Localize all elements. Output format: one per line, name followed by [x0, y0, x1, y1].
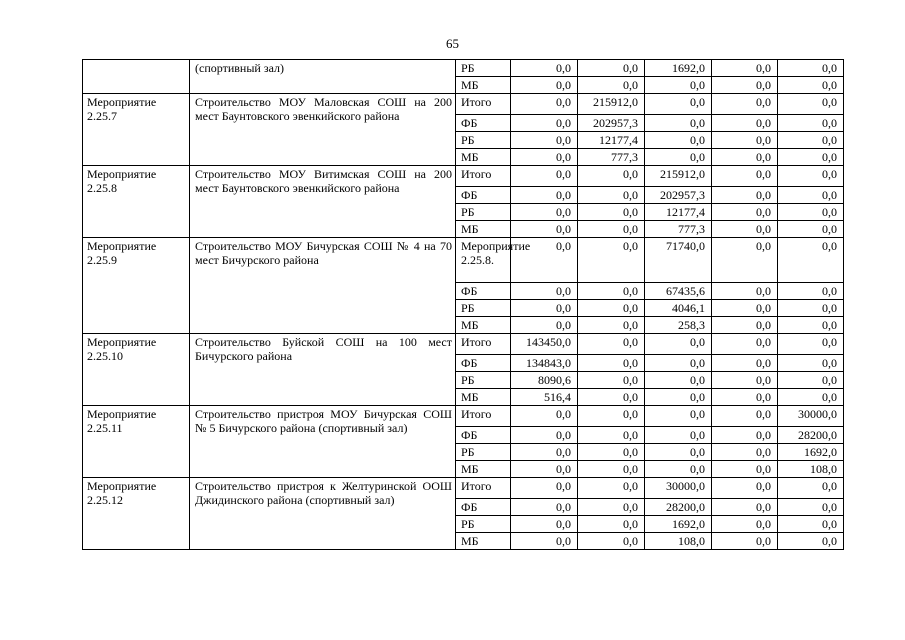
amount-cell: 777,3 — [578, 149, 645, 166]
amount-cell: 0,0 — [645, 389, 712, 406]
amount-cell: 30000,0 — [645, 478, 712, 499]
amount-cell: 516,4 — [511, 389, 578, 406]
amount-cell: 0,0 — [578, 317, 645, 334]
amount-cell: 0,0 — [645, 77, 712, 94]
funding-source-cell: РБ — [456, 204, 511, 221]
event-cell: Мероприятие 2.25.8 — [83, 166, 190, 238]
amount-cell: 1692,0 — [778, 444, 844, 461]
amount-cell: 71740,0 — [645, 238, 712, 283]
table-row — [83, 406, 844, 427]
event-name-cell: Строительство Буйской СОШ на 100 мест Бичурского района — [190, 334, 456, 406]
amount-cell: 0,0 — [778, 166, 844, 187]
funding-source-cell: Итого — [456, 166, 511, 187]
amount-cell: 0,0 — [645, 149, 712, 166]
amount-cell: 0,0 — [578, 478, 645, 499]
amount-cell: 0,0 — [578, 204, 645, 221]
amount-cell: 0,0 — [511, 478, 578, 499]
amount-cell: 0,0 — [778, 372, 844, 389]
amount-cell: 202957,3 — [645, 187, 712, 204]
table-row — [83, 166, 844, 187]
amount-cell: 0,0 — [778, 115, 844, 132]
amount-cell: 0,0 — [712, 533, 778, 550]
amount-cell: 0,0 — [778, 149, 844, 166]
amount-cell: 0,0 — [578, 516, 645, 533]
event-cell: Мероприятие 2.25.7 — [83, 94, 190, 166]
amount-cell: 0,0 — [511, 406, 578, 427]
amount-cell: 0,0 — [712, 187, 778, 204]
amount-cell: 0,0 — [778, 533, 844, 550]
amount-cell: 0,0 — [778, 77, 844, 94]
funding-source-cell: РБ — [456, 300, 511, 317]
amount-cell: 0,0 — [778, 499, 844, 516]
amount-cell: 0,0 — [511, 317, 578, 334]
amount-cell: 0,0 — [645, 406, 712, 427]
amount-cell: 0,0 — [712, 406, 778, 427]
amount-cell: 0,0 — [511, 187, 578, 204]
amount-cell: 0,0 — [578, 355, 645, 372]
funding-source-cell: МБ — [456, 221, 511, 238]
amount-cell: 215912,0 — [645, 166, 712, 187]
event-cell: Мероприятие 2.25.9 — [83, 238, 190, 334]
amount-cell: 28200,0 — [645, 499, 712, 516]
amount-cell: 1692,0 — [645, 60, 712, 77]
amount-cell: 0,0 — [778, 389, 844, 406]
amount-cell: 0,0 — [511, 499, 578, 516]
amount-cell: 134843,0 — [511, 355, 578, 372]
amount-cell: 258,3 — [645, 317, 712, 334]
amount-cell: 0,0 — [645, 132, 712, 149]
funding-source-cell: РБ — [456, 60, 511, 77]
amount-cell: 0,0 — [778, 204, 844, 221]
amount-cell: 0,0 — [778, 334, 844, 355]
funding-source-cell: ФБ — [456, 355, 511, 372]
amount-cell: 0,0 — [511, 238, 578, 283]
amount-cell: 0,0 — [712, 444, 778, 461]
amount-cell: 0,0 — [712, 149, 778, 166]
amount-cell: 0,0 — [511, 149, 578, 166]
amount-cell: 0,0 — [645, 444, 712, 461]
funding-source-cell: МБ — [456, 461, 511, 478]
amount-cell: 0,0 — [578, 238, 645, 283]
amount-cell: 8090,6 — [511, 372, 578, 389]
amount-cell: 0,0 — [578, 461, 645, 478]
amount-cell: 0,0 — [511, 94, 578, 115]
amount-cell: 0,0 — [511, 166, 578, 187]
amount-cell: 0,0 — [645, 372, 712, 389]
amount-cell: 108,0 — [778, 461, 844, 478]
amount-cell: 30000,0 — [778, 406, 844, 427]
amount-cell: 0,0 — [712, 499, 778, 516]
table-row — [83, 94, 844, 115]
amount-cell: 0,0 — [712, 132, 778, 149]
amount-cell: 12177,4 — [578, 132, 645, 149]
amount-cell: 0,0 — [712, 389, 778, 406]
amount-cell: 202957,3 — [578, 115, 645, 132]
amount-cell: 0,0 — [778, 132, 844, 149]
amount-cell: 0,0 — [511, 444, 578, 461]
amount-cell: 0,0 — [511, 115, 578, 132]
funding-source-cell: Итого — [456, 478, 511, 499]
amount-cell: 0,0 — [578, 187, 645, 204]
funding-source-cell: МБ — [456, 317, 511, 334]
funding-source-cell: РБ — [456, 132, 511, 149]
amount-cell: 0,0 — [712, 221, 778, 238]
amount-cell: 0,0 — [778, 187, 844, 204]
amount-cell: 0,0 — [578, 300, 645, 317]
amount-cell: 0,0 — [511, 221, 578, 238]
amount-cell: 0,0 — [511, 533, 578, 550]
amount-cell: 0,0 — [578, 77, 645, 94]
amount-cell: 0,0 — [645, 334, 712, 355]
amount-cell: 0,0 — [778, 221, 844, 238]
funding-table — [82, 59, 844, 550]
funding-source-cell: ФБ — [456, 499, 511, 516]
amount-cell: 0,0 — [712, 317, 778, 334]
amount-cell: 0,0 — [511, 60, 578, 77]
amount-cell: 0,0 — [645, 94, 712, 115]
event-cell: Мероприятие 2.25.10 — [83, 334, 190, 406]
amount-cell: 0,0 — [712, 204, 778, 221]
amount-cell: 0,0 — [778, 516, 844, 533]
amount-cell: 0,0 — [645, 115, 712, 132]
event-name-cell: Строительство МОУ Маловская СОШ на 200 мест Баунтовского эвенкийского района — [190, 94, 456, 166]
amount-cell: 0,0 — [778, 355, 844, 372]
event-cell: Мероприятие 2.25.12 — [83, 478, 190, 550]
amount-cell: 0,0 — [712, 355, 778, 372]
table-row — [83, 60, 844, 77]
amount-cell: 0,0 — [511, 132, 578, 149]
amount-cell: 0,0 — [645, 355, 712, 372]
funding-source-cell: ФБ — [456, 187, 511, 204]
amount-cell: 0,0 — [712, 372, 778, 389]
amount-cell: 1692,0 — [645, 516, 712, 533]
amount-cell: 215912,0 — [578, 94, 645, 115]
funding-source-cell: ФБ — [456, 115, 511, 132]
amount-cell: 0,0 — [712, 300, 778, 317]
table-row — [83, 238, 844, 283]
amount-cell: 12177,4 — [645, 204, 712, 221]
amount-cell: 0,0 — [578, 427, 645, 444]
amount-cell: 0,0 — [712, 94, 778, 115]
amount-cell: 0,0 — [712, 115, 778, 132]
amount-cell: 0,0 — [645, 461, 712, 478]
table-body — [83, 60, 844, 550]
funding-source-cell: ФБ — [456, 283, 511, 300]
funding-source-cell: Итого — [456, 406, 511, 427]
amount-cell: 143450,0 — [511, 334, 578, 355]
amount-cell: 0,0 — [511, 516, 578, 533]
amount-cell: 0,0 — [712, 60, 778, 77]
table-row — [83, 478, 844, 499]
amount-cell: 0,0 — [778, 238, 844, 283]
amount-cell: 0,0 — [645, 427, 712, 444]
amount-cell: 0,0 — [778, 300, 844, 317]
amount-cell: 0,0 — [578, 406, 645, 427]
amount-cell: 0,0 — [578, 221, 645, 238]
amount-cell: 0,0 — [578, 60, 645, 77]
amount-cell: 0,0 — [778, 94, 844, 115]
event-cell: Мероприятие 2.25.11 — [83, 406, 190, 478]
event-name-cell: Строительство МОУ Витимская СОШ на 200 мест Баунтовского эвенкийского района — [190, 166, 456, 238]
amount-cell: 0,0 — [712, 283, 778, 300]
amount-cell: 0,0 — [712, 461, 778, 478]
funding-source-cell: РБ — [456, 516, 511, 533]
amount-cell: 0,0 — [578, 533, 645, 550]
page-number: 65 — [446, 36, 459, 51]
amount-cell: 67435,6 — [645, 283, 712, 300]
funding-source-cell: ФБ — [456, 427, 511, 444]
amount-cell: 0,0 — [712, 334, 778, 355]
amount-cell: 0,0 — [511, 461, 578, 478]
amount-cell: 0,0 — [778, 60, 844, 77]
amount-cell: 28200,0 — [778, 427, 844, 444]
funding-source-cell: РБ — [456, 444, 511, 461]
amount-cell: 0,0 — [578, 334, 645, 355]
amount-cell: 0,0 — [511, 204, 578, 221]
funding-source-cell: Мероприятие 2.25.8. — [456, 238, 511, 283]
amount-cell: 0,0 — [578, 499, 645, 516]
table-row — [83, 334, 844, 355]
amount-cell: 0,0 — [778, 478, 844, 499]
amount-cell: 0,0 — [511, 283, 578, 300]
funding-source-cell: МБ — [456, 389, 511, 406]
funding-source-cell: МБ — [456, 149, 511, 166]
amount-cell: 0,0 — [511, 427, 578, 444]
funding-source-cell: РБ — [456, 372, 511, 389]
amount-cell: 0,0 — [578, 166, 645, 187]
funding-source-cell: МБ — [456, 533, 511, 550]
amount-cell: 0,0 — [712, 478, 778, 499]
amount-cell: 0,0 — [778, 317, 844, 334]
amount-cell: 0,0 — [511, 77, 578, 94]
amount-cell: 777,3 — [645, 221, 712, 238]
amount-cell: 0,0 — [712, 238, 778, 283]
funding-source-cell: Итого — [456, 334, 511, 355]
event-name-cell: Строительство пристроя к Желтуринской ООШ Джидинского района (спортивный зал) — [190, 478, 456, 550]
amount-cell: 108,0 — [645, 533, 712, 550]
event-cell — [83, 60, 190, 94]
event-name-cell: Строительство пристроя МОУ Бичурская СОШ № 5 Бичурского района (спортивный зал) — [190, 406, 456, 478]
funding-source-cell: МБ — [456, 77, 511, 94]
amount-cell: 0,0 — [712, 427, 778, 444]
amount-cell: 0,0 — [578, 444, 645, 461]
amount-cell: 0,0 — [712, 516, 778, 533]
amount-cell: 0,0 — [511, 300, 578, 317]
amount-cell: 0,0 — [778, 283, 844, 300]
event-name-cell: Строительство МОУ Бичурская СОШ № 4 на 70 мест Бичурского района — [190, 238, 456, 334]
funding-source-cell: Итого — [456, 94, 511, 115]
amount-cell: 0,0 — [578, 283, 645, 300]
amount-cell: 0,0 — [712, 77, 778, 94]
amount-cell: 0,0 — [578, 389, 645, 406]
amount-cell: 0,0 — [578, 372, 645, 389]
amount-cell: 0,0 — [712, 166, 778, 187]
amount-cell: 4046,1 — [645, 300, 712, 317]
event-name-cell: (спортивный зал) — [190, 60, 456, 94]
